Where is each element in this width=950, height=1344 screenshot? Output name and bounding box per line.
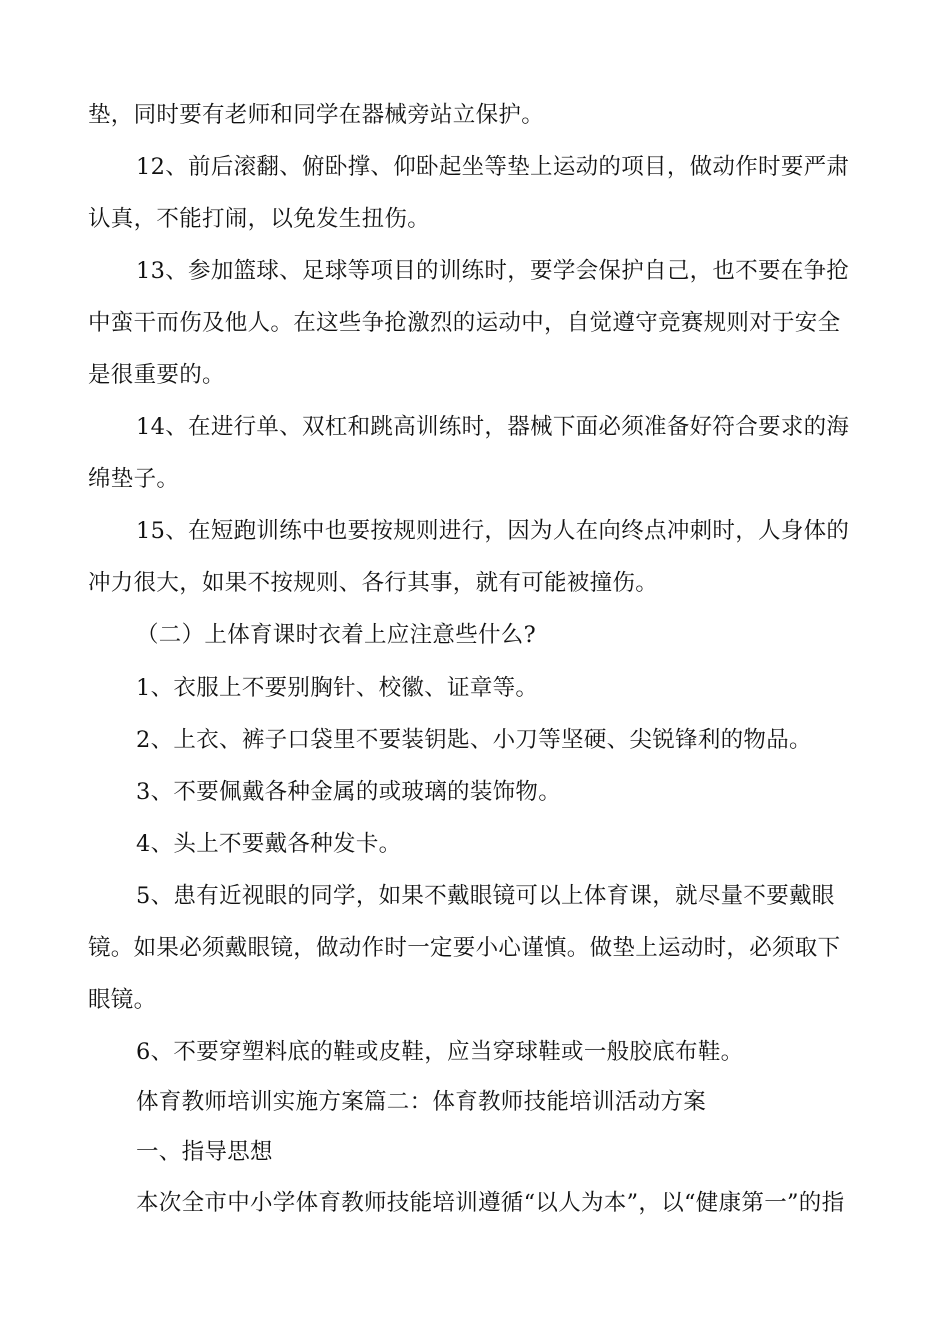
text-line: 14、在进行单、双杠和跳高训练时，器械下面必须准备好符合要求的海 <box>136 414 850 440</box>
text-line: 15、在短跑训练中也要按规则进行，因为人在向终点冲刺时，人身体的 <box>136 518 850 544</box>
text-line: 3、不要佩戴各种金属的或玻璃的装饰物。 <box>136 779 562 805</box>
text-line: 4、头上不要戴各种发卡。 <box>136 831 402 857</box>
text-line: 2、上衣、裤子口袋里不要装钥匙、小刀等坚硬、尖锐锋利的物品。 <box>136 727 812 753</box>
text-line: 认真，不能打闹，以免发生扭伤。 <box>88 206 431 232</box>
text-line: 中蛮干而伤及他人。在这些争抢激烈的运动中，自觉遵守竞赛规则对于安全 <box>88 310 841 336</box>
text-line: 冲力很大，如果不按规则、各行其事，就有可能被撞伤。 <box>88 570 659 596</box>
text-line: 是很重要的。 <box>88 362 225 388</box>
text-line: 绵垫子。 <box>88 466 180 492</box>
text-line: 镜。如果必须戴眼镜，做动作时一定要小心谨慎。做垫上运动时，必须取下 <box>88 935 841 961</box>
text-line: 12、前后滚翻、俯卧撑、仰卧起坐等垫上运动的项目，做动作时要严肃 <box>136 154 850 180</box>
text-line: 本次全市中小学体育教师技能培训遵循“以人为本”，以“健康第一”的指 <box>136 1190 845 1216</box>
section-heading: 一、指导思想 <box>136 1139 273 1165</box>
text-line: 5、患有近视眼的同学，如果不戴眼镜可以上体育课，就尽量不要戴眼 <box>136 883 835 909</box>
text-line: 眼镜。 <box>88 987 157 1013</box>
section-heading: （二）上体育课时衣着上应注意些什么? <box>136 622 536 648</box>
text-line: 6、不要穿塑料底的鞋或皮鞋，应当穿球鞋或一般胶底布鞋。 <box>136 1039 744 1065</box>
text-line: 13、参加篮球、足球等项目的训练时，要学会保护自己，也不要在争抢 <box>136 258 850 284</box>
text-line: 垫，同时要有老师和同学在器械旁站立保护。 <box>88 102 545 128</box>
section-title: 体育教师培训实施方案篇二：体育教师技能培训活动方案 <box>136 1089 707 1115</box>
text-line: 1、衣服上不要别胸针、校徽、证章等。 <box>136 675 539 701</box>
